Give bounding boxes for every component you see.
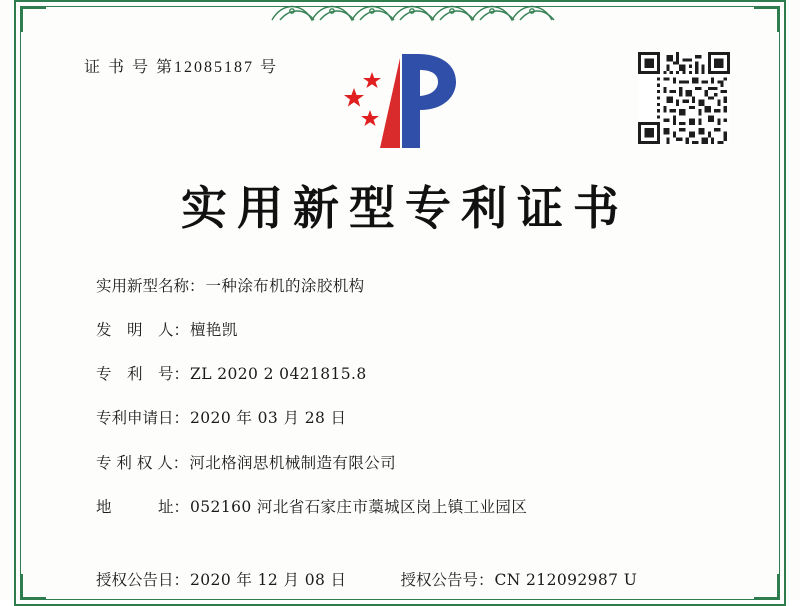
grant-number-label: 授权公告号 (400, 571, 478, 589)
corner-ornament-bottom-right (754, 574, 780, 600)
qr-code (638, 52, 730, 144)
field-value: 一种涂布机的涂胶机构 (205, 277, 365, 295)
patent-office-emblem (340, 48, 460, 158)
grant-date-colon: ： (173, 572, 190, 589)
field-row-inventor (96, 320, 740, 341)
corner-ornament-top-left (20, 6, 46, 32)
field-label: 地 址 (96, 497, 174, 516)
grant-date-label: 授权公告日 (96, 571, 174, 589)
grant-date (96, 568, 346, 590)
corner-ornament-bottom-left (20, 574, 46, 600)
corner-ornament-top-right (754, 6, 780, 32)
certificate-number: 证 书 号 第12085187 号 (84, 59, 279, 76)
grant-info-row (96, 568, 740, 590)
field-row-patentee (96, 453, 740, 474)
field-value: 河北格润思机械制造有限公司 (189, 453, 397, 472)
field-value: 052160 河北省石家庄市藁城区岗上镇工业园区 (190, 497, 528, 516)
field-colon: ： (172, 454, 189, 472)
field-value: ZL 2020 2 0421815.8 (190, 365, 367, 384)
field-label: 专 利 权 人 (96, 453, 173, 472)
field-row-patent-number (96, 364, 740, 385)
field-label: 实用新型名称 (96, 277, 190, 295)
field-colon: ： (173, 410, 190, 428)
page-title: 实用新型专利证书 (181, 181, 629, 235)
field-label: 专利申请日 (96, 409, 174, 428)
grant-number-value: CN 212092987 U (494, 571, 638, 589)
field-label: 专 利 号 (96, 365, 174, 384)
patent-field-list (96, 276, 740, 518)
field-value: 檀艳凯 (190, 321, 238, 340)
field-label: 发 明 人 (96, 321, 174, 340)
ornamental-scrollwork (22, 0, 778, 22)
field-colon: ： (173, 498, 190, 516)
field-row-patent-name (96, 276, 740, 297)
grant-date-value: 2020 年 12 月 08 日 (190, 571, 347, 589)
field-colon: ： (173, 366, 190, 384)
field-row-application-date (96, 408, 740, 429)
field-colon: ： (189, 278, 205, 295)
grant-number (400, 568, 637, 590)
grant-number-colon: ： (477, 572, 494, 589)
field-colon: ： (173, 322, 190, 340)
field-row-address (96, 497, 740, 518)
field-value: 2020 年 03 月 28 日 (190, 409, 347, 428)
